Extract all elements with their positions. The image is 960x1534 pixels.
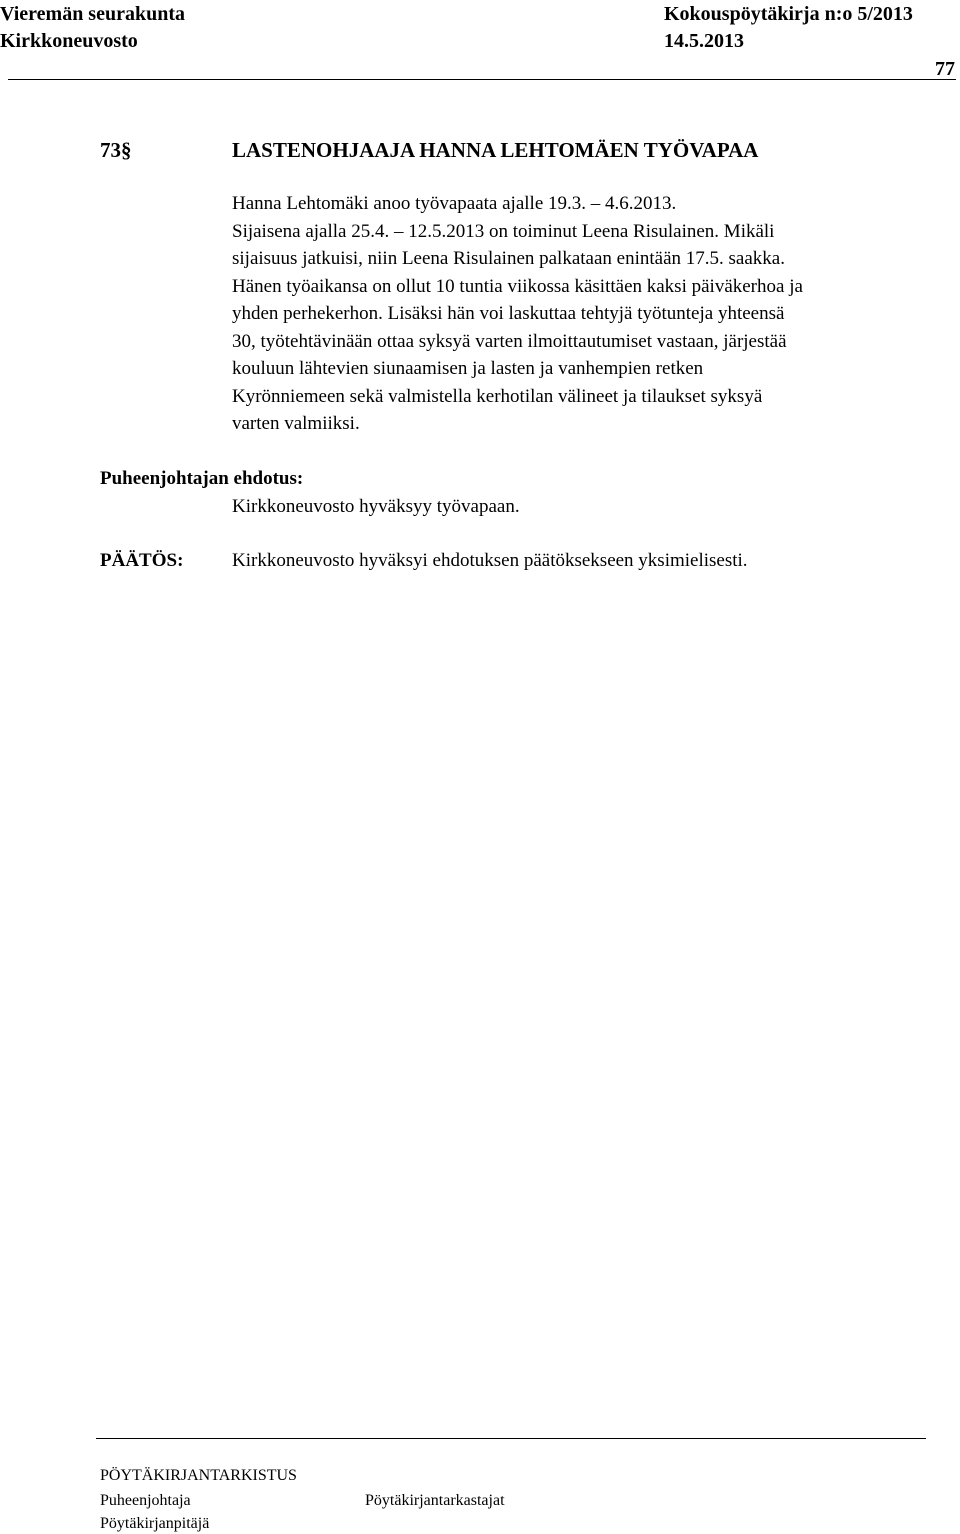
- header-divider: [8, 79, 956, 80]
- description-line: Sijaisena ajalla 25.4. – 12.5.2013 on toiminut Leena Risulainen. Mikäli: [232, 220, 775, 242]
- section-description: [232, 190, 803, 438]
- decision-text: Kirkkoneuvosto hyväksyi ehdotuksen päätöksekseen yksimielisesti.: [232, 550, 748, 571]
- page-number: 77: [935, 58, 955, 80]
- section-title: LASTENOHJAAJA HANNA LEHTOMÄEN TYÖVAPAA: [232, 138, 759, 162]
- description-line: varten valmiiksi.: [232, 413, 360, 434]
- footer-chair-label: Puheenjohtaja: [100, 1492, 191, 1509]
- description-line: Hanna Lehtomäki anoo työvapaata ajalle 19.3. – 4.6.2013.: [232, 193, 677, 214]
- minutes-title: Kokouspöytäkirja n:o 5/2013: [664, 3, 913, 25]
- footer-heading: PÖYTÄKIRJANTARKISTUS: [100, 1467, 297, 1484]
- section-number-value: 73: [100, 138, 121, 162]
- meeting-date: 14.5.2013: [664, 30, 744, 52]
- description-line: yhden perhekerhon. Lisäksi hän voi laskuttaa tehtyjä työtunteja yhteensä: [232, 303, 785, 324]
- proposal-label: Puheenjohtajan ehdotus:: [100, 468, 304, 489]
- proposal-text: Kirkkoneuvosto hyväksyy työvapaan.: [232, 496, 520, 517]
- footer-inspectors-label: Pöytäkirjantarkastajat: [365, 1492, 505, 1509]
- description-line: Kyrönniemeen sekä valmistella kerhotilan välineet ja tilaukset syksyä: [232, 385, 763, 407]
- description-line: 30, työtehtävinään ottaa syksyä varten ilmoittautumiset vastaan, järjestää: [232, 330, 787, 352]
- section-number: [100, 137, 132, 163]
- organization-name: Vieremän seurakunta: [0, 3, 185, 25]
- description-line: sijaisuus jatkuisi, niin Leena Risulainen palkataan enintään 17.5. saakka.: [232, 248, 785, 269]
- footer-secretary-label: Pöytäkirjanpitäjä: [100, 1515, 210, 1532]
- body-name: Kirkkoneuvosto: [0, 30, 138, 52]
- description-line: kouluun lähtevien siunaamisen ja lasten ja vanhempien retken: [232, 358, 704, 379]
- section-symbol: §: [121, 138, 132, 162]
- footer-divider: [96, 1438, 926, 1439]
- description-line: Hänen työaikansa on ollut 10 tuntia viikossa käsittäen kaksi päiväkerhoa ja: [232, 275, 803, 297]
- decision-label: PÄÄTÖS:: [100, 550, 184, 571]
